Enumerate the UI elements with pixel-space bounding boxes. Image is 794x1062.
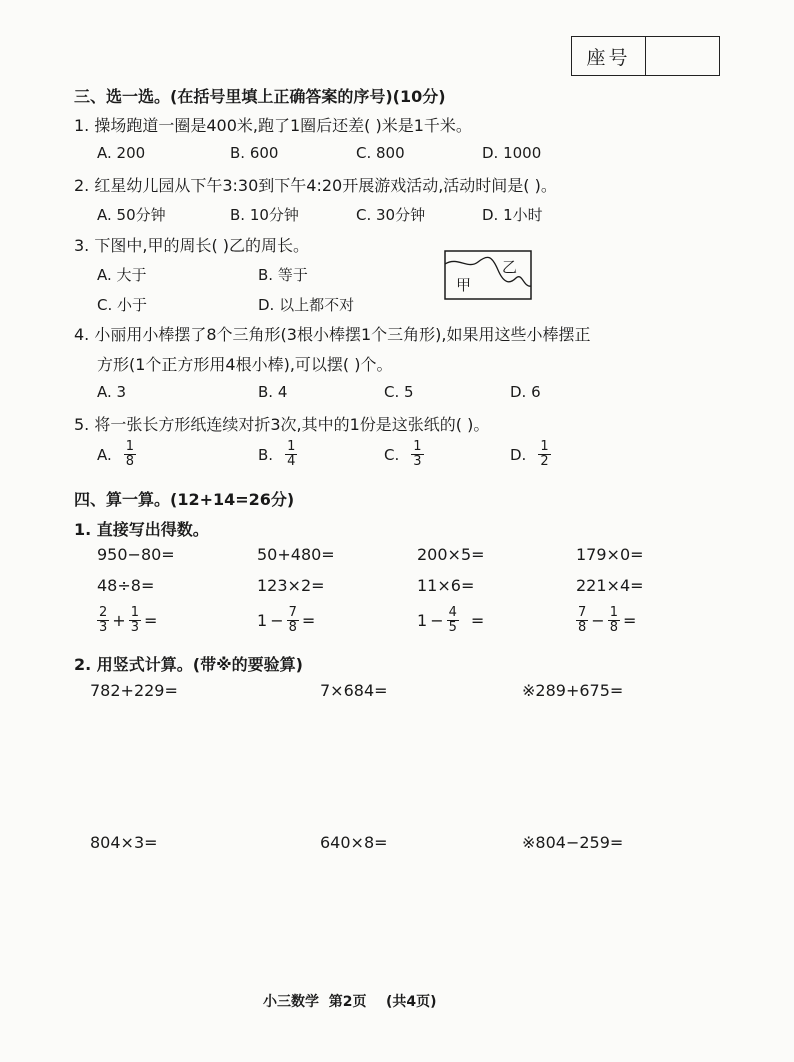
numerator: 1 <box>287 439 296 454</box>
q5-option-c-letter: C. <box>384 445 400 464</box>
fraction <box>608 606 620 635</box>
page-footer: 小三数学 第2页 (共4页) <box>263 994 437 1010</box>
section-4-title: 四、算一算。(12+14=26分) <box>74 490 295 509</box>
vertical-calc-5: 640×8= <box>320 833 388 852</box>
fraction <box>97 606 109 635</box>
fraction <box>576 606 588 635</box>
oral-calc-2-2: 123×2= <box>257 576 325 595</box>
denominator: 3 <box>413 454 422 469</box>
q2-option-d: D. 1小时 <box>482 206 543 224</box>
figure-label-yi: 乙 <box>502 258 518 276</box>
vertical-calc-1: 782+229= <box>90 681 178 700</box>
seat-number-field[interactable] <box>646 37 719 75</box>
oral-calc-1-4: 179×0= <box>576 545 644 564</box>
oral-calc-3-4 <box>576 606 636 635</box>
equals-sign: = <box>301 611 316 630</box>
whole-number: 1 <box>417 611 428 630</box>
denominator: 4 <box>287 454 296 469</box>
q3-option-c: C. 小于 <box>97 296 148 314</box>
oral-calc-2-4: 221×4= <box>576 576 644 595</box>
numerator: 7 <box>578 605 587 620</box>
numerator: 1 <box>413 439 422 454</box>
fraction <box>129 606 141 635</box>
question-5: 5. 将一张长方形纸连续对折3次,其中的1份是这张纸的( )。 <box>74 415 490 434</box>
oral-calc-1-3: 200×5= <box>417 545 485 564</box>
perimeter-figure <box>444 250 532 300</box>
vertical-calc-4: 804×3= <box>90 833 158 852</box>
numerator: 1 <box>125 439 135 454</box>
oral-calc-2-1: 48÷8= <box>97 576 155 595</box>
oral-calc-1-1: 950−80= <box>97 545 175 564</box>
q4-option-d: D. 6 <box>510 383 541 401</box>
oral-calc-3-2 <box>257 606 315 635</box>
denominator: 8 <box>609 620 618 635</box>
question-4-line1: 4. 小丽用小棒摆了8个三角形(3根小棒摆1个三角形),如果用这些小棒摆正 <box>74 325 591 344</box>
seat-number-label: 座号 <box>572 37 646 75</box>
operator: + <box>112 611 126 630</box>
part-1-title: 1. 直接写出得数。 <box>74 520 209 539</box>
q2-option-c: C. 30分钟 <box>356 206 426 224</box>
numerator: 1 <box>540 439 549 454</box>
denominator: 3 <box>130 620 139 635</box>
q5-option-a-letter: A. <box>97 445 112 464</box>
q5-option-c <box>384 440 424 469</box>
q2-option-b: B. 10分钟 <box>230 206 299 224</box>
numerator: 2 <box>99 605 108 620</box>
q5-option-d <box>510 440 551 469</box>
q4-option-c: C. 5 <box>384 383 414 401</box>
operator: − <box>591 611 605 630</box>
equals-sign: = <box>622 611 637 630</box>
vertical-calc-6: ※804−259= <box>522 833 624 852</box>
q5-option-d-letter: D. <box>510 445 527 464</box>
fraction <box>124 440 136 469</box>
equals-sign: = <box>470 611 485 630</box>
q4-option-a: A. 3 <box>97 383 127 401</box>
oral-calc-1-2: 50+480= <box>257 545 335 564</box>
q5-option-b <box>258 440 297 469</box>
denominator: 5 <box>448 620 457 635</box>
fraction <box>287 606 299 635</box>
q1-option-d: D. 1000 <box>482 144 542 162</box>
q1-option-c: C. 800 <box>356 144 405 162</box>
q5-option-a <box>97 440 136 469</box>
q2-option-a: A. 50分钟 <box>97 206 166 224</box>
numerator: 1 <box>130 605 139 620</box>
vertical-calc-3: ※289+675= <box>522 681 624 700</box>
q1-option-b: B. 600 <box>230 144 279 162</box>
denominator: 3 <box>99 620 108 635</box>
question-2: 2. 红星幼儿园从下午3:30到下午4:20开展游戏活动,活动时间是( )。 <box>74 176 557 195</box>
fraction <box>411 440 423 469</box>
vertical-calc-2: 7×684= <box>320 681 388 700</box>
fraction <box>285 440 297 469</box>
question-1: 1. 操场跑道一圈是400米,跑了1圈后还差( )米是1千米。 <box>74 116 472 135</box>
question-4-line2: 方形(1个正方形用4根小棒),可以摆( )个。 <box>97 355 393 374</box>
figure-label-jia: 甲 <box>456 276 472 294</box>
operator: − <box>430 611 444 630</box>
question-3: 3. 下图中,甲的周长( )乙的周长。 <box>74 236 310 255</box>
q3-option-a: A. 大于 <box>97 266 147 284</box>
denominator: 8 <box>288 620 297 635</box>
denominator: 2 <box>540 454 549 469</box>
equals-sign: = <box>143 611 158 630</box>
part-2-title: 2. 用竖式计算。(带※的要验算) <box>74 655 303 674</box>
numerator: 7 <box>288 605 297 620</box>
fraction <box>447 606 459 635</box>
numerator: 1 <box>609 605 618 620</box>
oral-calc-3-1 <box>97 606 157 635</box>
q5-option-b-letter: B. <box>258 445 274 464</box>
operator: − <box>270 611 284 630</box>
q4-option-b: B. 4 <box>258 383 288 401</box>
q3-option-b: B. 等于 <box>258 266 308 284</box>
section-3-title: 三、选一选。(在括号里填上正确答案的序号)(10分) <box>74 87 446 106</box>
denominator: 8 <box>125 454 135 469</box>
numerator: 4 <box>448 605 457 620</box>
whole-number: 1 <box>257 611 268 630</box>
oral-calc-2-3: 11×6= <box>417 576 475 595</box>
denominator: 8 <box>578 620 587 635</box>
oral-calc-3-3 <box>417 606 484 635</box>
q1-option-a: A. 200 <box>97 144 146 162</box>
fraction <box>538 440 550 469</box>
q3-option-d: D. 以上都不对 <box>258 296 355 314</box>
seat-number-box <box>571 36 720 76</box>
